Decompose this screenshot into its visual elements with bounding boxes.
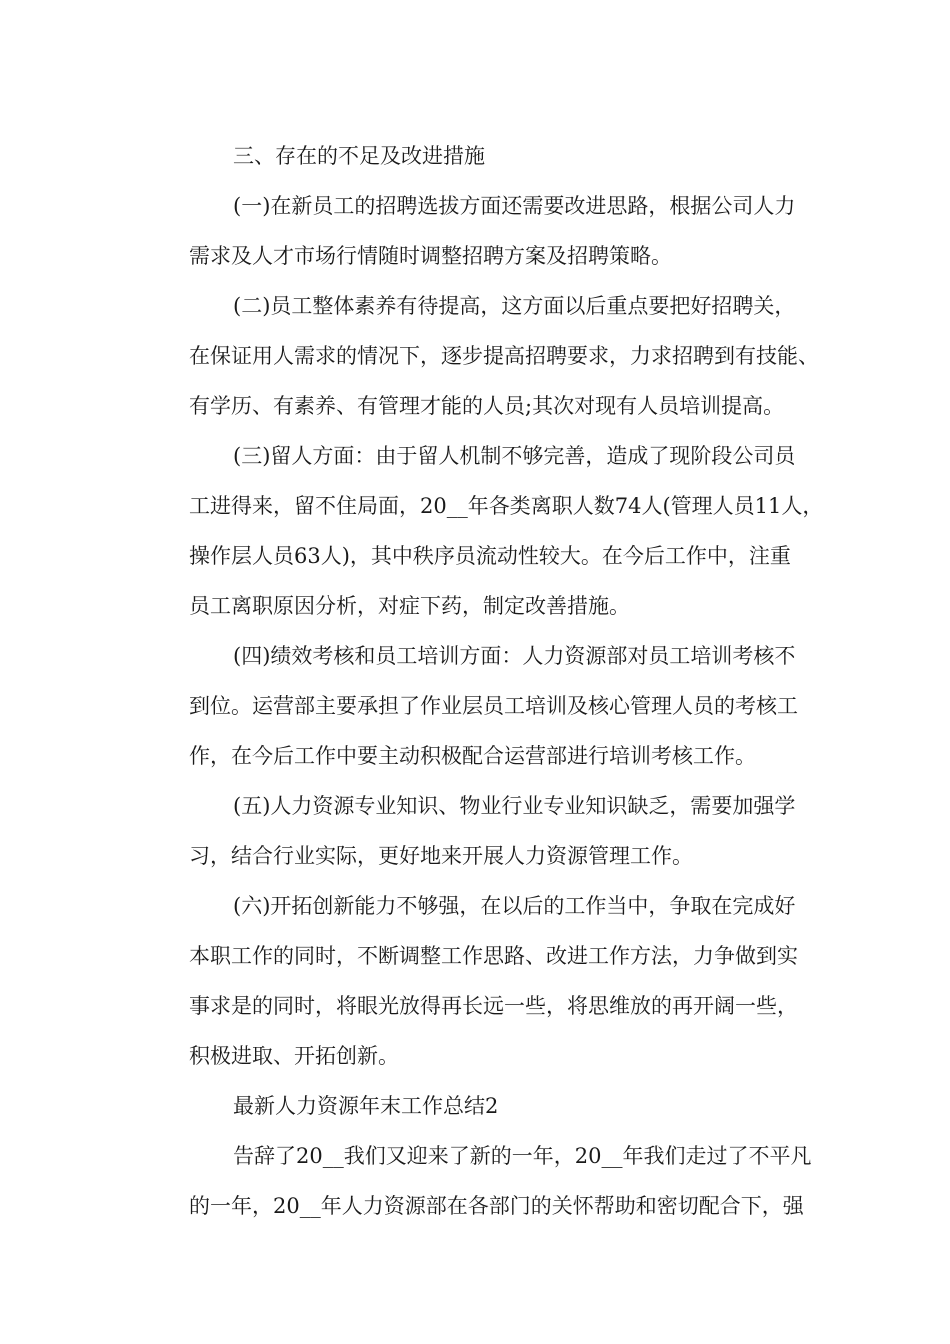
section-heading [145,131,825,181]
text-line: 工进得来，留不住局面，20__年各类离职人数74人(管理人员11人， [189,494,824,518]
paragraph-1 [145,181,825,281]
article-title [145,1081,825,1131]
text-line: (六)开拓创新能力不够强，在以后的工作当中，争取在完成好 [233,894,796,918]
document-body [145,131,825,1231]
text-line: (四)绩效考核和员工培训方面：人力资源部对员工培训考核不 [233,644,796,668]
paragraph-3 [145,431,825,631]
paragraph-2 [145,281,825,431]
text-line: 告辞了20__我们又迎来了新的一年，20__年我们走过了不平凡 [233,1144,812,1168]
paragraph-8 [145,1131,825,1231]
text-line: 最新人力资源年末工作总结2 [233,1094,499,1118]
text-line: (一)在新员工的招聘选拔方面还需要改进思路，根据公司人力 [233,194,796,218]
paragraph-4 [145,631,825,781]
text-line: 需求及人才市场行情随时调整招聘方案及招聘策略。 [189,244,672,268]
text-line: 的一年，20__年人力资源部在各部门的关怀帮助和密切配合下，强 [189,1194,804,1218]
text-line: 作，在今后工作中要主动积极配合运营部进行培训考核工作。 [189,744,756,768]
text-line: (二)员工整体素养有待提高，这方面以后重点要把好招聘关， [233,294,796,318]
paragraph-5 [145,781,825,881]
text-line: (三)留人方面：由于留人机制不够完善，造成了现阶段公司员 [233,444,796,468]
text-line: 积极进取、开拓创新。 [189,1044,399,1068]
text-line: 有学历、有素养、有管理才能的人员;其次对现有人员培训提高。 [189,394,785,418]
text-line: 在保证用人需求的情况下，逐步提高招聘要求，力求招聘到有技能、 [189,344,819,368]
text-line: (五)人力资源专业知识、物业行业专业知识缺乏，需要加强学 [233,794,796,818]
text-line: 到位。运营部主要承担了作业层员工培训及核心管理人员的考核工 [189,694,798,718]
text-line: 操作层人员63人)，其中秩序员流动性较大。在今后工作中，注重 [189,544,791,568]
text-line: 员工离职原因分析，对症下药，制定改善措施。 [189,594,630,618]
text-line: 本职工作的同时，不断调整工作思路、改进工作方法，力争做到实 [189,944,798,968]
text-line: 习，结合行业实际，更好地来开展人力资源管理工作。 [189,844,693,868]
text-line: 事求是的同时，将眼光放得再长远一些，将思维放的再开阔一些， [189,994,798,1018]
text-line: 三、存在的不足及改进措施 [233,144,485,168]
paragraph-6 [145,881,825,1081]
